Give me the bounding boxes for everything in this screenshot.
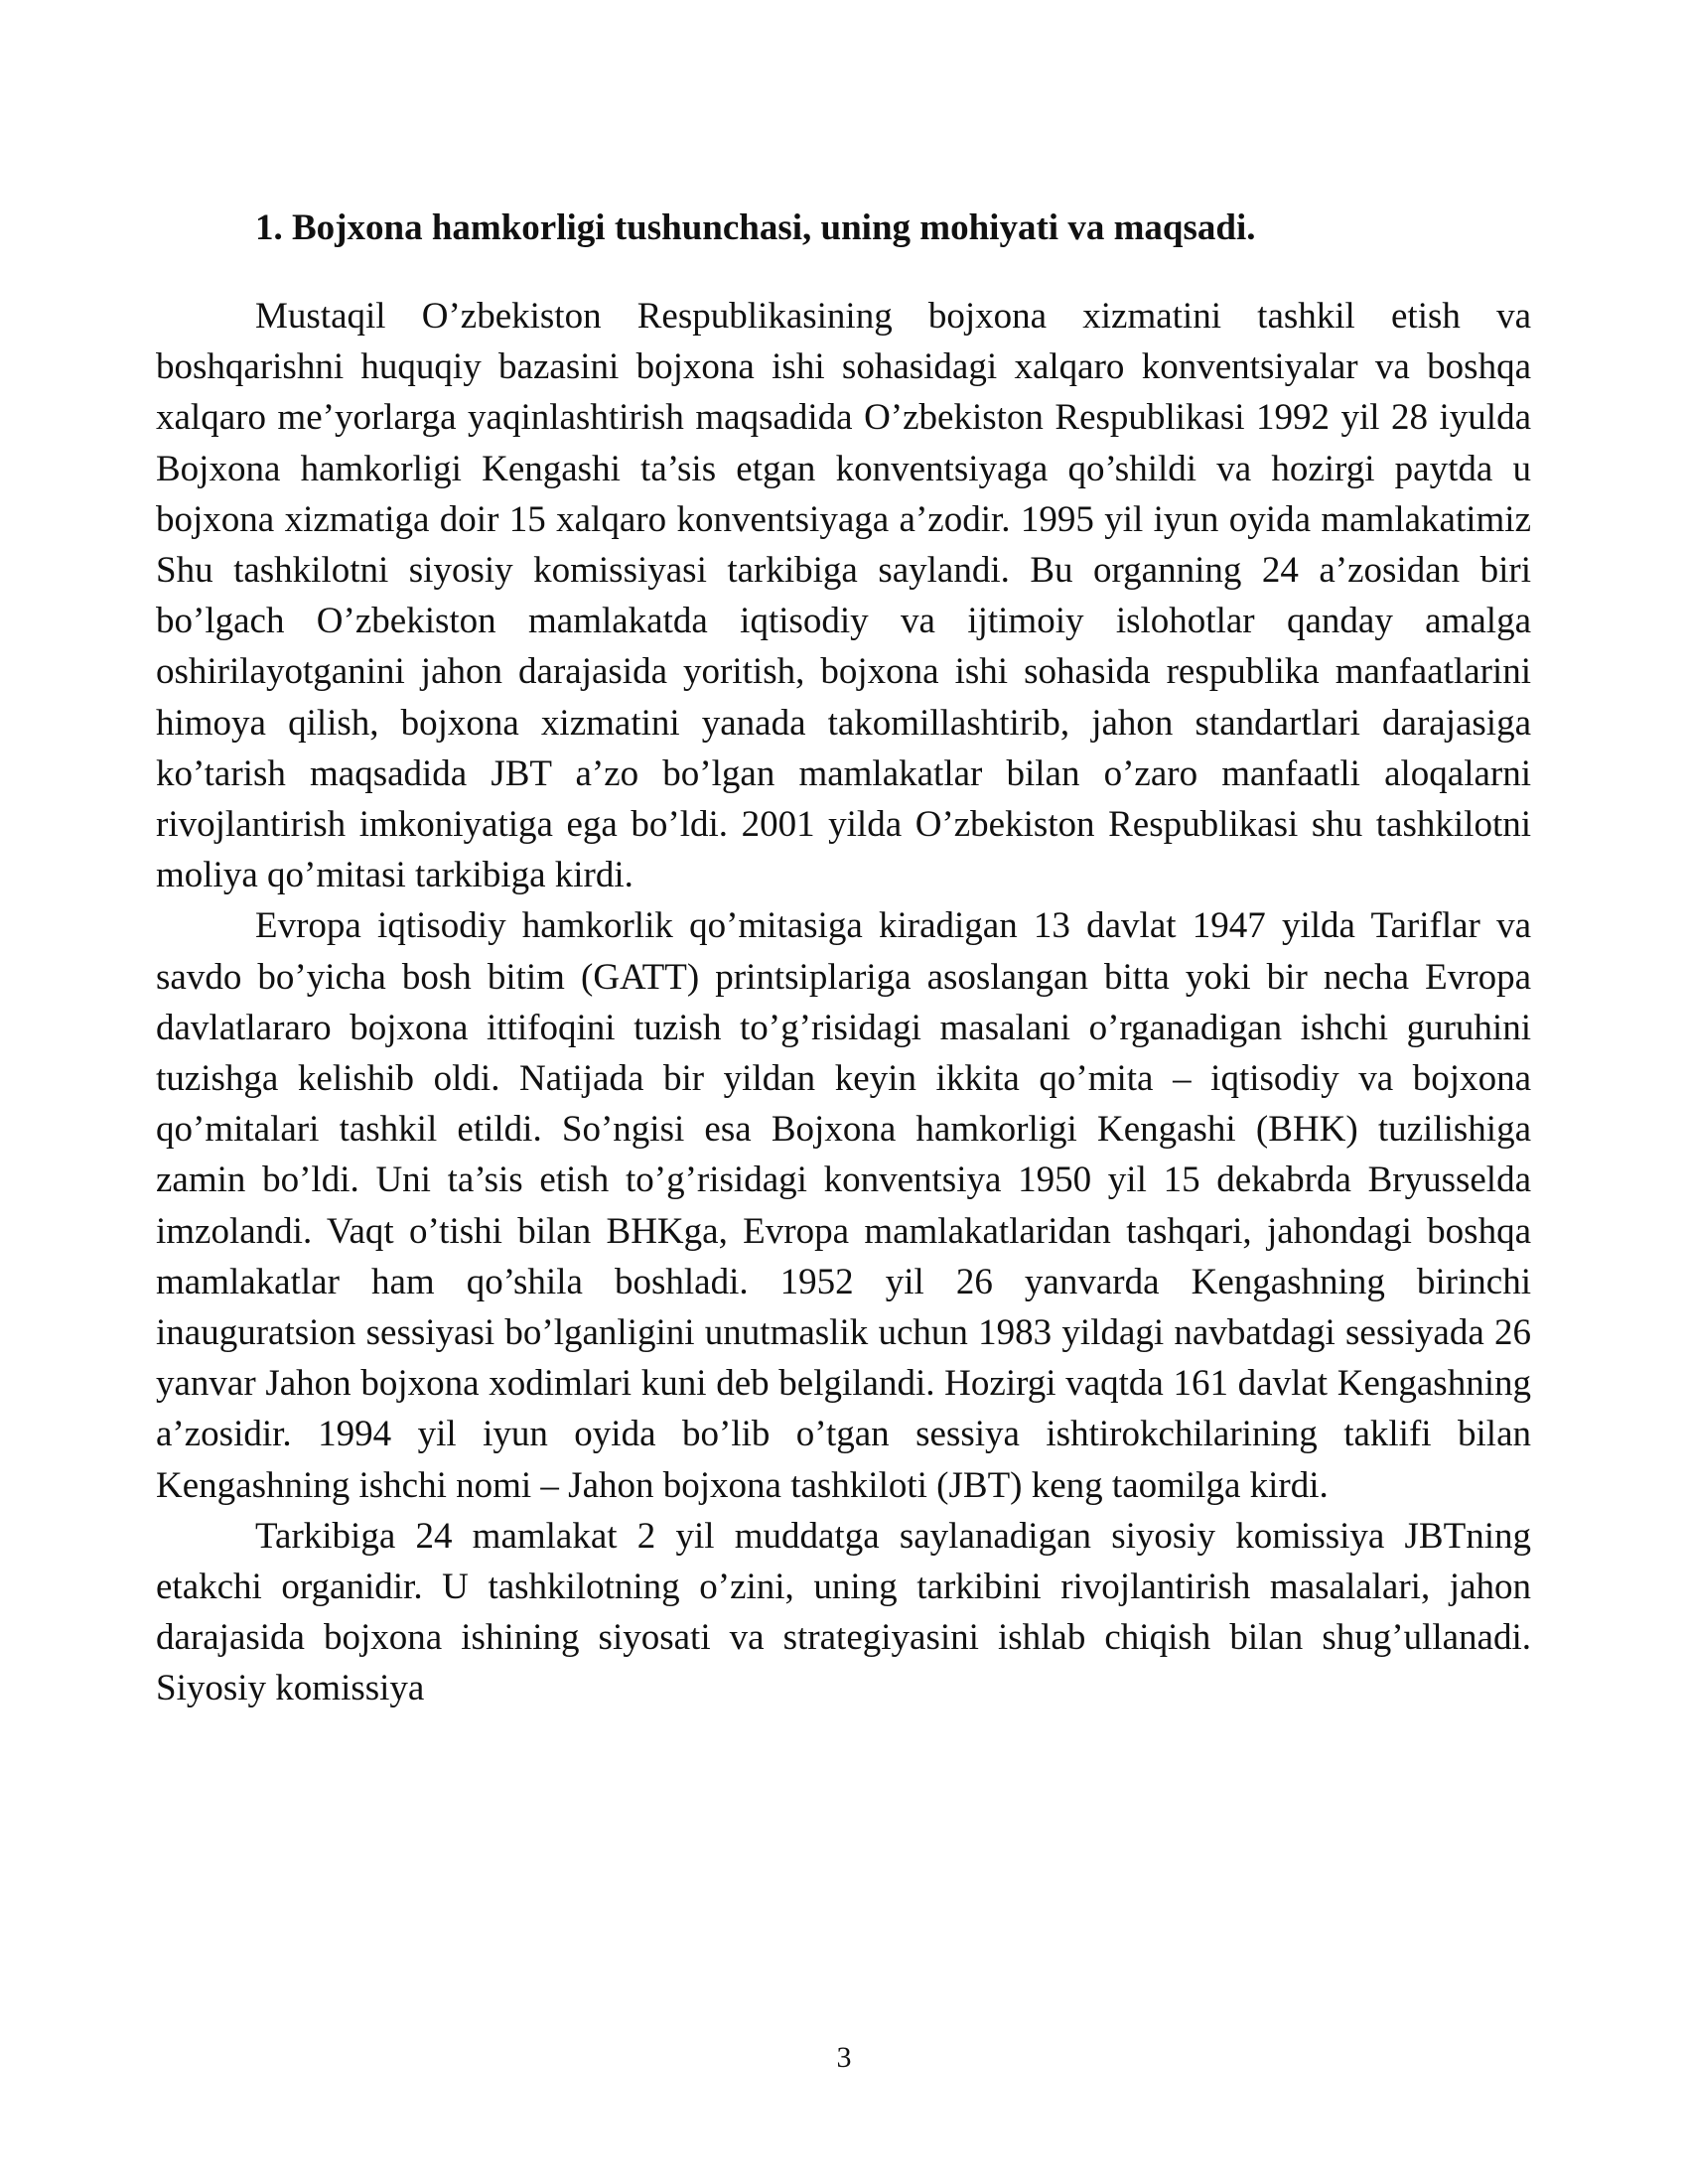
- document-page-content: [156, 204, 1531, 1714]
- paragraph-2: Evropa iqtisodiy hamkorlik qo’mitasiga kiradigan 13 davlat 1947 yilda Tariflar va savdo bo’yicha bosh bitim (GATT) printsiplariga asoslangan bitta yoki bir necha Evropa davlatlararo bojxona ittifoqini tuzish to’g’risidagi masalani o’rganadigan ishchi guruhini tuzishga kelishib oldi. Natijada bir yildan keyin ikkita qo’mita – iqtisodiy va bojxona qo’mitalari tashkil etildi. So’ngisi esa Bojxona hamkorligi Kengashi (BHK) tuzilishiga zamin bo’ldi. Uni ta’sis etish to’g’risidagi konventsiya 1950 yil 15 dekabrda Bryusselda imzolandi. Vaqt o’tishi bilan BHKga, Evropa mamlakatlaridan tashqari, jahondagi boshqa mamlakatlar ham qo’shila boshladi. 1952 yil 26 yanvarda Kengashning birinchi inauguratsion sessiyasi bo’lganligini unutmaslik uchun 1983 yildagi navbatdagi sessiyada 26 yanvar Jahon bojxona xodimlari kuni deb belgilandi. Hozirgi vaqtda 161 davlat Kengashning a’zosidir. 1994 yil iyun oyida bo’lib o’tgan sessiya ishtirokchilarining taklifi bilan Kengashning ishchi nomi – Jahon bojxona tashkiloti (JBT) keng taomilga kirdi.: [156, 905, 1531, 1506]
- paragraph-1: Mustaqil O’zbekiston Respublikasining bojxona xizmatini tashkil etish va boshqarishni huquqiy bazasini bojxona ishi sohasidagi xalqaro konventsiyalar va boshqa xalqaro me’yorlarga yaqinlashtirish maqsadida O’zbekiston Respublikasi 1992 yil 28 iyulda Bojxona hamkorligi Kengashi ta’sis etgan konventsiyaga qo’shildi va hozirgi paytda u bojxona xizmatiga doir 15 xalqaro konventsiyaga a’zodir. 1995 yil iyun oyida mamlakatimiz Shu tashkilotni siyosiy komissiyasi tarkibiga saylandi. Bu organning 24 a’zosidan biri bo’lgach O’zbekiston mamlakatda iqtisodiy va ijtimoiy islohotlar qanday amalga oshirilayotganini jahon darajasida yoritish, bojxona ishi sohasida respublika manfaatlarini himoya qilish, bojxona xizmatini yanada takomillashtirib, jahon standartlari darajasiga ko’tarish maqsadida JBT a’zo bo’lgan mamlakatlar bilan o’zaro manfaatli aloqalarni rivojlantirish imkoniyatiga ega bo’ldi. 2001 yilda O’zbekiston Respublikasi shu tashkilotni moliya qo’mitasi tarkibiga kirdi.: [156, 296, 1531, 896]
- paragraph-3: Tarkibiga 24 mamlakat 2 yil muddatga saylanadigan siyosiy komissiya JBTning etakchi organidir. U tashkilotning o’zini, uning tarkibini rivojlantirish masalalari, jahon darajasida bojxona ishining siyosati va strategiyasini ishlab chiqish bilan shug’ullanadi. Siyosiy komissiya: [156, 1515, 1531, 1709]
- section-heading: 1. Bojxona hamkorligi tushunchasi, uning mohiyati va maqsadi.: [255, 207, 1256, 248]
- page-number: 3: [836, 2041, 852, 2074]
